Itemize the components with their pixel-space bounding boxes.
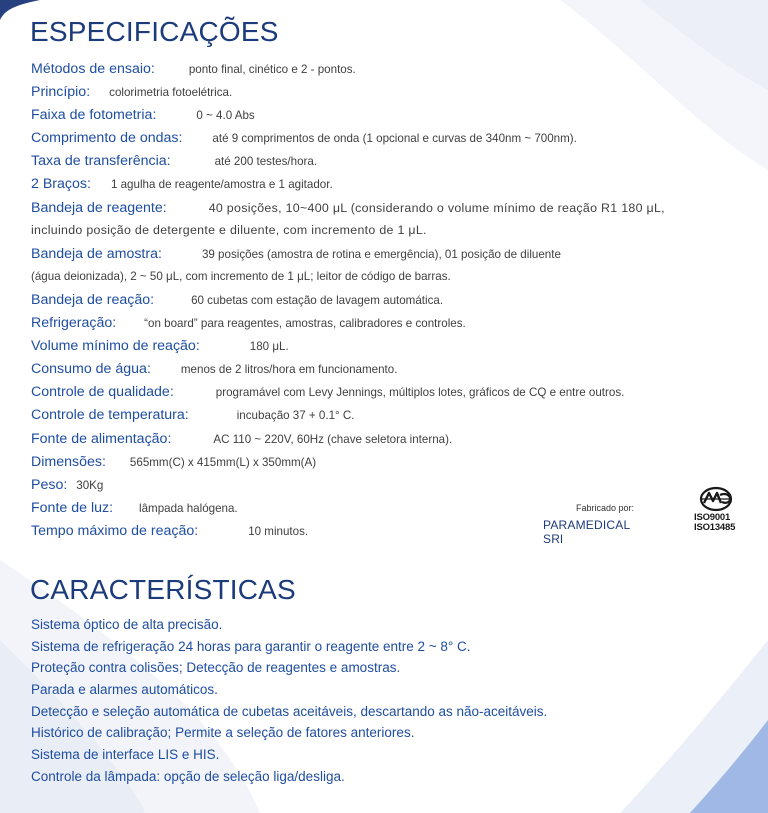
spec-label: Métodos de ensaio: — [31, 61, 155, 77]
spec-row-water-consumption — [31, 357, 731, 380]
spec-label: Bandeja de amostra: — [31, 245, 162, 262]
spec-row-principle — [31, 80, 731, 103]
spec-label: Faixa de fotometria: — [31, 107, 157, 124]
spec-row-dimensions — [31, 450, 731, 473]
spec-label: Comprimento de ondas: — [31, 130, 183, 147]
manufacturer-name: PARAMEDICAL SRl — [543, 518, 630, 546]
spec-value: “on board” para reagentes, amostras, calibradores e controles. — [144, 317, 466, 331]
spec-row-power-supply — [31, 427, 731, 450]
list-item: Detecção e seleção automática de cubetas aceitáveis, descartando as não-aceitáveis. — [31, 703, 548, 719]
spec-row-reaction-tray — [31, 288, 731, 311]
iso-9001-text: ISO9001 — [694, 512, 731, 523]
iso-13485-text: ISO13485 — [694, 522, 736, 533]
specifications-list — [31, 57, 731, 542]
spec-label: Bandeja de reagente: — [31, 199, 167, 216]
list-item: Sistema de refrigeração 24 horas para garantir o reagente entre 2 ~ 8° C. — [31, 638, 471, 654]
spec-value: AC 110 ~ 220V, 60Hz (chave seletora interna). — [213, 432, 453, 446]
spec-value: incubação 37 + 0.1° C. — [236, 409, 355, 423]
spec-value: 39 posições (amostra de rotina e emergência), 01 posição de diluente — [201, 247, 561, 261]
list-item: Histórico de calibração; Permite a seleção de fatores anteriores. — [31, 725, 415, 741]
list-item: Proteção contra colisões; Detecção de reagentes e amostras. — [31, 660, 401, 676]
spec-value: até 200 testes/hora. — [214, 155, 318, 169]
specifications-title: ESPECIFICAÇÕES — [30, 16, 279, 47]
list-item: Parada e alarmes automáticos. — [31, 682, 218, 698]
spec-label: Princípio: — [31, 84, 91, 101]
spec-label: Refrigeração: — [31, 315, 117, 332]
spec-label: Controle de temperatura: — [31, 407, 189, 424]
manufacturer-label: Fabricado por: — [575, 503, 635, 513]
spec-row-quality-control — [31, 380, 731, 403]
manufacturer — [543, 503, 649, 546]
spec-row-weight — [31, 473, 731, 496]
spec-value: 0 ~ 4.0 Abs — [196, 109, 255, 123]
spec-row-arms — [31, 172, 731, 195]
iso-certification-logo — [694, 485, 740, 533]
certification-seal-icon — [698, 485, 734, 513]
spec-value: 60 cubetas com estação de lavagem automática. — [191, 293, 444, 307]
characteristics-list — [31, 614, 547, 788]
spec-continuation: (água deionizada), 2 ~ 50 μL, com incremento de 1 μL; leitor de código de barras. — [31, 269, 451, 283]
spec-value: menos de 2 litros/hora em funcionamento. — [180, 363, 398, 377]
spec-value: 10 minutos. — [248, 524, 309, 538]
spec-row-min-reaction-volume — [31, 334, 731, 357]
spec-label: Bandeja de reação: — [31, 291, 155, 308]
spec-row-throughput — [31, 149, 731, 172]
spec-label: 2 Braços: — [31, 176, 91, 193]
spec-label: Taxa de transferência: — [31, 153, 171, 170]
spec-label: Peso: — [31, 476, 68, 493]
spec-value: 40 posições, 10~400 μL (considerando o volume mínimo de reação R1 180 μL, — [208, 200, 665, 215]
spec-value: 30Kg — [76, 478, 104, 492]
spec-label: Controle de qualidade: — [31, 384, 174, 401]
spec-value: colorimetria fotoelétrica. — [109, 86, 233, 100]
spec-row-sample-tray — [31, 242, 731, 265]
list-item: Controle da lâmpada: opção de seleção liga/desliga. — [31, 768, 345, 784]
spec-row-photometry-range — [31, 103, 731, 126]
spec-label: Volume mínimo de reação: — [31, 338, 200, 355]
spec-value: 180 μL. — [249, 340, 289, 354]
spec-value: 1 agulha de reagente/amostra e 1 agitador. — [110, 178, 333, 192]
spec-row-test-methods — [31, 57, 731, 80]
spec-value: até 9 comprimentos de onda (1 opcional e curvas de 340nm ~ 700nm). — [212, 132, 577, 146]
spec-value: programável com Levy Jennings, múltiplos lotes, gráficos de CQ e entre outros. — [215, 386, 625, 400]
spec-continuation: incluindo posição de detergente e diluente, com incremento de 1 μL. — [31, 222, 427, 237]
list-item: Sistema óptico de alta precisão. — [31, 617, 223, 632]
spec-value: 565mm(C) x 415mm(L) x 350mm(A) — [129, 455, 317, 469]
spec-row-reagent-tray — [31, 196, 731, 219]
characteristics-title: CARACTERÍSTICAS — [30, 574, 296, 605]
spec-label: Tempo máximo de reação: — [31, 522, 199, 539]
spec-label: Fonte de alimentação: — [31, 430, 172, 447]
spec-label: Dimensões: — [31, 453, 106, 470]
spec-row-temperature-control — [31, 403, 731, 426]
spec-row-wavelength — [31, 126, 731, 149]
spec-row-refrigeration — [31, 311, 731, 334]
spec-label: Fonte de luz: — [31, 499, 114, 516]
spec-value: ponto final, cinético e 2 - pontos. — [188, 63, 356, 76]
spec-value: lâmpada halógena. — [139, 501, 238, 515]
spec-label: Consumo de água: — [31, 361, 151, 378]
list-item: Sistema de interface LIS e HIS. — [31, 747, 220, 763]
